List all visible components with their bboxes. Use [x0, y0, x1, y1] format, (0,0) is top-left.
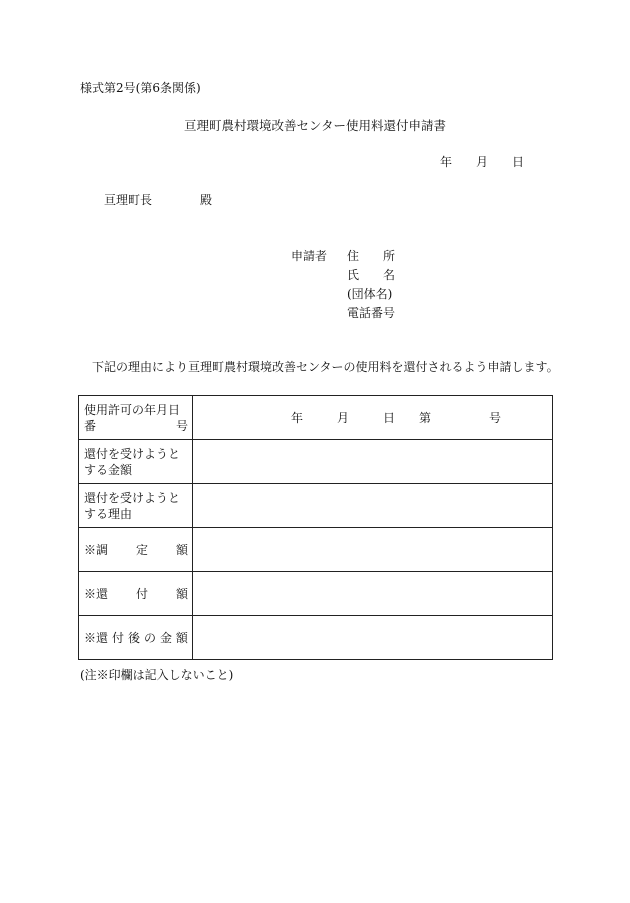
applicant-organization-label: (団体名)	[347, 287, 393, 301]
application-table	[78, 395, 553, 660]
name-char-1: 氏	[347, 268, 360, 282]
document-title: 亘理町農村環境改善センター使用料還付申請書	[183, 118, 446, 133]
form-number: 様式第2号(第6条関係)	[80, 81, 201, 95]
date-day-label: 日	[512, 155, 525, 169]
post-refund-amount-field[interactable]	[193, 616, 553, 660]
date-year-label: 年	[440, 155, 453, 169]
applicant-label: 申請者	[291, 249, 328, 263]
assessed-amount-label	[79, 528, 193, 572]
table-row	[79, 528, 553, 572]
table-row	[79, 484, 553, 528]
applicant-name-label	[347, 269, 395, 281]
refund-char-3: 額	[175, 586, 188, 601]
refund-reason-field[interactable]	[193, 484, 553, 528]
refund-value-label	[79, 572, 193, 616]
post-refund-char-2: 付	[111, 630, 124, 645]
refund-amount-label-line2: する金額	[84, 462, 133, 477]
footnote: (注※印欄は記入しないこと)	[80, 668, 234, 682]
permit-ordinal-label: 第	[419, 411, 432, 425]
permit-date-number-template	[193, 409, 552, 426]
date-month-label: 月	[476, 155, 489, 169]
refund-amount-field[interactable]	[193, 440, 553, 484]
addressee	[104, 194, 212, 206]
permit-date-number-field[interactable]	[193, 396, 553, 440]
assessed-amount-field[interactable]	[193, 528, 553, 572]
permit-month-label: 月	[337, 411, 350, 425]
refund-char-2: 付	[135, 586, 148, 601]
post-refund-char-5: 金	[159, 630, 172, 645]
permit-label-line2	[84, 418, 188, 434]
post-refund-char-3: 後	[127, 630, 140, 645]
address-char-1: 住	[347, 249, 360, 263]
table-row	[79, 396, 553, 440]
addressee-honorific: 殿	[200, 193, 213, 207]
refund-value-field[interactable]	[193, 572, 553, 616]
permit-date-number-label	[79, 396, 193, 440]
refund-amount-label	[79, 440, 193, 484]
number-char-1: 番	[84, 418, 97, 433]
post-refund-amount-label	[79, 616, 193, 660]
permit-day-label: 日	[383, 411, 396, 425]
applicant-address-label	[347, 250, 395, 262]
post-refund-char-6: 額	[175, 630, 188, 645]
permit-number-label: 号	[489, 411, 502, 425]
name-char-2: 名	[383, 268, 396, 282]
permit-year-label: 年	[291, 411, 304, 425]
refund-amount-label-line1: 還付を受けようと	[84, 446, 181, 461]
number-char-2: 号	[175, 418, 188, 433]
permit-label-line1: 使用許可の年月日	[84, 402, 181, 417]
assessed-char-2: 定	[135, 542, 148, 557]
application-date	[440, 156, 524, 168]
applicant-phone-label: 電話番号	[347, 306, 396, 320]
assessed-char-3: 額	[175, 542, 188, 557]
refund-char-1: ※還	[84, 586, 109, 601]
assessed-char-1: ※調	[84, 542, 109, 557]
address-char-2: 所	[383, 249, 396, 263]
application-statement: 下記の理由により亘理町農村環境改善センターの使用料を還付されるよう申請します。	[92, 360, 559, 374]
addressee-name: 亘理町長	[104, 193, 153, 207]
post-refund-char-4: の	[143, 630, 156, 645]
refund-reason-label-line2: する理由	[84, 506, 133, 521]
table-row	[79, 616, 553, 660]
post-refund-char-1: ※還	[84, 630, 109, 645]
table-row	[79, 572, 553, 616]
refund-reason-label-line1: 還付を受けようと	[84, 490, 181, 505]
table-row	[79, 440, 553, 484]
refund-reason-label	[79, 484, 193, 528]
